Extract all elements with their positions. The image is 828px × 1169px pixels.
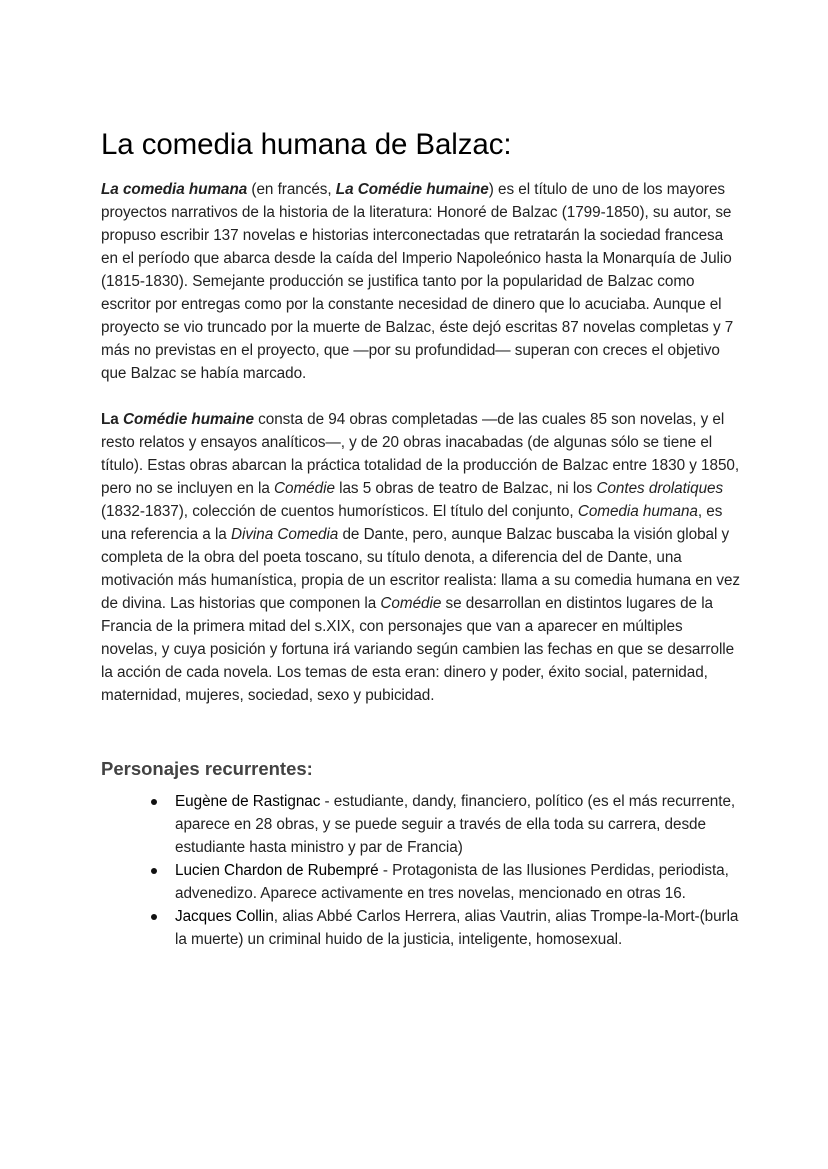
document-title: La comedia humana de Balzac:	[101, 128, 512, 161]
list-item	[175, 859, 741, 905]
characters-list	[101, 790, 741, 951]
work-title-french: La Comédie humaine	[335, 181, 489, 198]
section-heading-recurring-characters: Personajes recurrentes:	[101, 758, 313, 779]
bullet-icon	[151, 914, 157, 920]
character-description: , alias Abbé Carlos Herrera, alias Vautrin, alias Trompe-la-Mort-(burla la muerte) un criminal huido de la justicia, inteligente, homosexual.	[175, 908, 739, 948]
work-title-french: Comédie humaine	[122, 411, 254, 428]
work-title-spanish: La comedia humana	[101, 181, 248, 198]
character-name: Lucien Chardon de Rubempré	[175, 862, 379, 879]
list-item	[175, 790, 741, 859]
bullet-icon	[151, 799, 157, 805]
intro-paragraph: La comedia humana (en francés, La Comédie humaine) es el título de uno de los mayores proyectos narrativos de la historia de la literatura: Honoré de Balzac (1799-1850), su autor, se propuso escribir 137 novelas e historias interconectadas que retratarán la sociedad francesa en el período que abarca desde la caída del Imperio Napoleónico hasta la Monarquía de Julio (1815-1830). Semejante producción se justifica tanto por la popularidad de Balzac como escritor por entregas como por la constante necesidad de dinero que lo acuciaba. Aunque el proyecto se vio truncado por la muerte de Balzac, éste dejó escritas 87 novelas completas y 7 más no previstas en el proyecto, que —por su profundidad— superan con creces el objetivo que Balzac se había marcado.	[101, 181, 734, 382]
character-name: Jacques Collin	[175, 908, 274, 925]
character-description: - estudiante, dandy, financiero, político (es el más recurrente, aparece en 28 obras, y se puede seguir a través de ella toda su carrera, desde estudiante hasta ministro y par de Francia)	[175, 793, 736, 856]
character-description: - Protagonista de las Ilusiones Perdidas, periodista, advenedizo. Aparece activamente en tres novelas, mencionado en otras 16.	[175, 862, 729, 902]
bullet-icon	[151, 868, 157, 874]
composition-paragraph: La Comédie humaine consta de 94 obras completadas —de las cuales 85 son novelas, y el resto relatos y ensayos analíticos—, y de 20 obras inacabadas (de algunas sólo se tiene el título). Estas obras abarcan la práctica totalidad de la producción de Balzac entre 1830 y 1850, pero no se incluyen en la Comédie las 5 obras de teatro de Balzac, ni los Contes drolatiques (1832-1837), colección de cuentos humorísticos. El título del conjunto, Comedia humana, es una referencia a la Divina Comedia de Dante, pero, aunque Balzac buscaba la visión global y completa de la obra del poeta toscano, su título denota, a diferencia del de Dante, una motivación más humanística, propia de un escritor realista: llama a su comedia humana en vez de divina. Las historias que componen la Comédie se desarrollan en distintos lugares de la Francia de la primera mitad del s.XIX, con personajes que van a aparecer en múltiples novelas, y cuya posición y fortuna irá variando según cambien las fechas en que se desarrolle la acción de cada novela. Los temas de esta eran: dinero y poder, éxito social, paternidad, maternidad, mujeres, sociedad, sexo y pubicidad.	[101, 411, 741, 704]
document-page	[101, 126, 741, 951]
character-name: Eugène de Rastignac	[175, 793, 321, 810]
list-item	[175, 905, 741, 951]
